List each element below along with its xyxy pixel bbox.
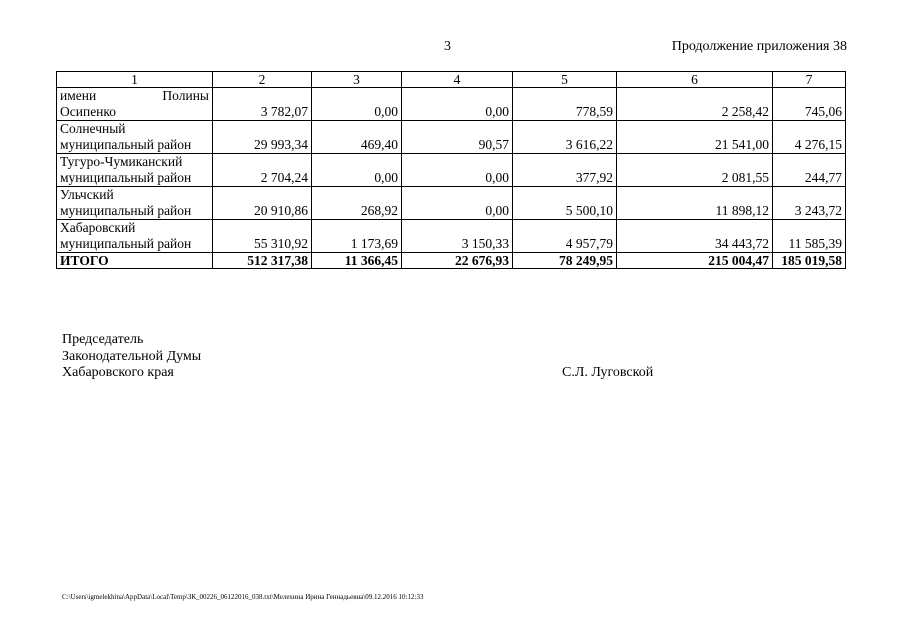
table-cell: 4 276,15: [773, 121, 846, 154]
table-row: [57, 88, 846, 121]
signature-block: [62, 332, 201, 382]
row-name-word: Полины: [162, 88, 209, 103]
table-cell: 3 150,33: [402, 220, 513, 253]
table-cell: 11 898,12: [617, 187, 773, 220]
column-header: 6: [617, 72, 773, 88]
table-row: [57, 154, 846, 187]
table-cell: 90,57: [402, 121, 513, 154]
total-cell: 512 317,38: [213, 253, 312, 269]
total-row: [57, 253, 846, 269]
row-name-line1: Хабаровский: [60, 220, 136, 235]
total-cell: 185 019,58: [773, 253, 846, 269]
data-table: [56, 71, 846, 269]
table-cell: 268,92: [312, 187, 402, 220]
table-row: [57, 121, 846, 154]
table-cell: 20 910,86: [213, 187, 312, 220]
table-cell: 0,00: [402, 88, 513, 121]
table-row: [57, 187, 846, 220]
total-cell: 22 676,93: [402, 253, 513, 269]
table-cell: 0,00: [402, 187, 513, 220]
signature-title-line2: Законодательной Думы: [62, 348, 202, 364]
table-cell: 55 310,92: [213, 220, 312, 253]
header-row: [57, 72, 846, 88]
table-cell: 0,00: [312, 154, 402, 187]
row-name-line2: муниципальный район: [60, 137, 192, 152]
table-cell: 745,06: [773, 88, 846, 121]
row-name-line1: Тугуро-Чумиканский: [60, 154, 183, 169]
table-cell: 469,40: [312, 121, 402, 154]
row-name-line1: Солнечный: [60, 121, 126, 136]
table-cell: 0,00: [312, 88, 402, 121]
table-cell: 2 258,42: [617, 88, 773, 121]
signature-title-line3: Хабаровского края: [62, 365, 174, 380]
table-cell: 377,92: [513, 154, 617, 187]
table-cell: 1 173,69: [312, 220, 402, 253]
column-header: 7: [773, 72, 846, 88]
table-cell: 4 957,79: [513, 220, 617, 253]
column-header: 3: [312, 72, 402, 88]
table-cell: 778,59: [513, 88, 617, 121]
table-cell: 0,00: [402, 154, 513, 187]
row-name-line2: муниципальный район: [60, 170, 192, 185]
column-header: 4: [402, 72, 513, 88]
row-name: [57, 88, 213, 121]
table-cell: 11 585,39: [773, 220, 846, 253]
total-label: ИТОГО: [57, 253, 213, 269]
row-name-line1: [60, 88, 209, 104]
row-name: [57, 154, 213, 187]
page-number: 3: [444, 39, 451, 54]
table-cell: 3 782,07: [213, 88, 312, 121]
row-name: [57, 220, 213, 253]
row-name-line2: муниципальный район: [60, 203, 192, 218]
table-cell: 29 993,34: [213, 121, 312, 154]
column-header: 1: [57, 72, 213, 88]
continuation-title: Продолжение приложения 38: [671, 39, 847, 54]
row-name: [57, 187, 213, 220]
column-header: 5: [513, 72, 617, 88]
table-cell: 34 443,72: [617, 220, 773, 253]
file-path-footer: C:\Users\igmelekhina\AppData\Local\Temp\ЗК_00226_06122016_038.txt\Мелехина Ирина Геннадьевна\09.12.2016 10:12:33: [62, 593, 424, 601]
total-cell: 11 366,45: [312, 253, 402, 269]
row-name-line2: муниципальный район: [60, 236, 192, 251]
table-cell: 5 500,10: [513, 187, 617, 220]
table-cell: 21 541,00: [617, 121, 773, 154]
row-name-line1: Ульчский: [60, 187, 114, 202]
table-cell: 244,77: [773, 154, 846, 187]
table-row: [57, 220, 846, 253]
signer-name: С.Л. Луговской: [562, 365, 654, 380]
row-name: [57, 121, 213, 154]
table-cell: 3 243,72: [773, 187, 846, 220]
signature-title-line1: Председатель: [62, 332, 144, 347]
row-name-word: имени: [60, 88, 97, 103]
total-cell: 215 004,47: [617, 253, 773, 269]
table-cell: 2 704,24: [213, 154, 312, 187]
table-cell: 3 616,22: [513, 121, 617, 154]
table-cell: 2 081,55: [617, 154, 773, 187]
column-header: 2: [213, 72, 312, 88]
total-cell: 78 249,95: [513, 253, 617, 269]
row-name-line2: Осипенко: [60, 104, 117, 119]
